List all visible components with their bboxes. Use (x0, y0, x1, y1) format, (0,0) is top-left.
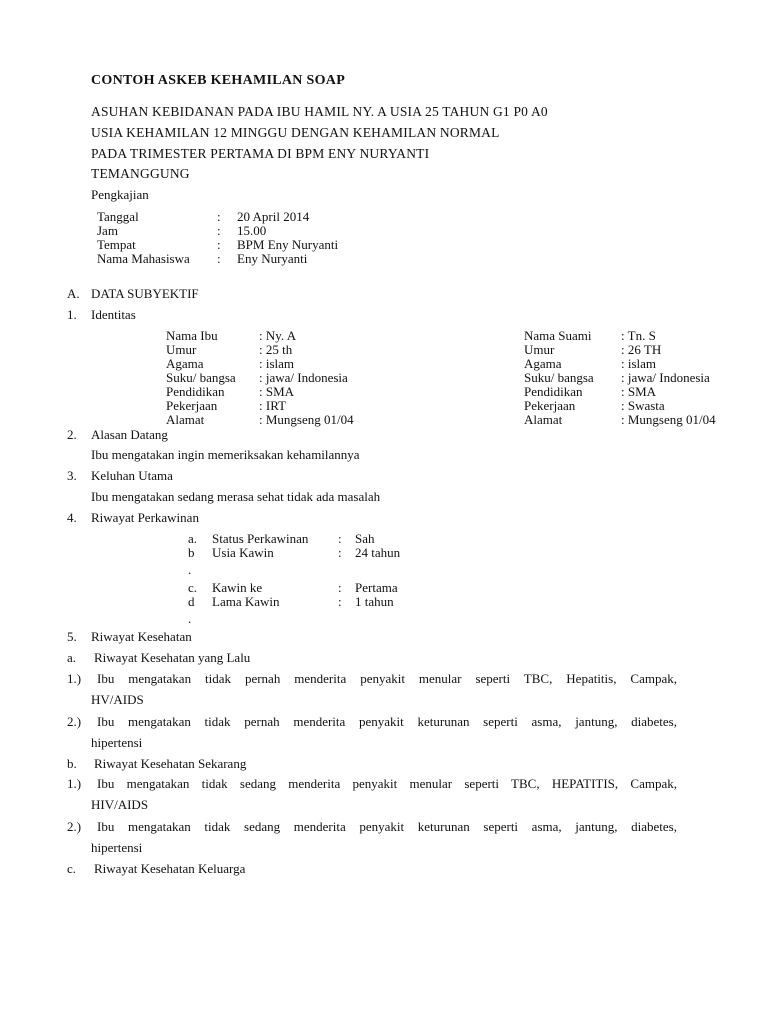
identitas-label: Identitas (91, 307, 136, 322)
item-line-continuation: HIV/AIDS (91, 797, 149, 812)
alasan-marker: 2. (67, 427, 77, 442)
suami-key: Pekerjaan (524, 398, 576, 413)
pengkajian-key: Jam (97, 223, 118, 238)
perkawinan-label: Riwayat Perkawinan (91, 510, 199, 525)
suami-key: Alamat (524, 412, 563, 427)
ibu-key: Alamat (166, 412, 205, 427)
pengkajian-value: 20 April 2014 (237, 209, 310, 224)
item-line: Ibu mengatakan tidak sedang menderita penyakit keturunan seperti asma, jantung, diabetes, (97, 819, 677, 834)
ibu-value: : islam (259, 356, 295, 371)
keluhan-marker: 3. (67, 468, 77, 483)
pengkajian-key: Tempat (97, 237, 136, 252)
ibu-value: : 25 th (259, 342, 293, 357)
colon: : (217, 209, 221, 224)
keluhan-label: Keluhan Utama (91, 468, 173, 483)
pengkajian-value: Eny Nuryanti (237, 251, 308, 266)
kesehatan-lalu-marker: a. (67, 650, 77, 665)
ibu-value: : IRT (259, 398, 287, 413)
heading-line-1: ASUHAN KEBIDANAN PADA IBU HAMIL NY. A USIA 25 TAHUN G1 P0 A0 (91, 104, 548, 119)
suami-key: Agama (524, 356, 562, 371)
perkawinan-value: 24 tahun (355, 545, 401, 560)
item-line: Ibu mengatakan tidak sedang menderita penyakit menular seperti TBC, HEPATITIS, Campak, (97, 776, 677, 791)
document-title: CONTOH ASKEB KEHAMILAN SOAP (91, 73, 346, 88)
ibu-key: Pekerjaan (166, 398, 218, 413)
suami-value: : Tn. S (621, 328, 656, 343)
pengkajian-value: 15.00 (237, 223, 267, 238)
item-line: Ibu mengatakan tidak pernah menderita penyakit menular seperti TBC, Hepatitis, Campak, (97, 671, 677, 686)
colon: : (217, 251, 221, 266)
heading-line-2: USIA KEHAMILAN 12 MINGGU DENGAN KEHAMILAN NORMAL (91, 125, 500, 140)
item-line-continuation: hipertensi (91, 840, 143, 855)
suami-value: : jawa/ Indonesia (621, 370, 710, 385)
alasan-label: Alasan Datang (91, 427, 168, 442)
perkawinan-row-marker: b (188, 545, 195, 560)
colon: : (338, 531, 342, 546)
section-a-label: DATA SUBYEKTIF (91, 286, 199, 301)
colon: : (338, 594, 342, 609)
suami-key: Umur (524, 342, 555, 357)
item-line: Ibu mengatakan tidak pernah menderita penyakit keturunan seperti asma, jantung, diabetes, (97, 714, 677, 729)
kesehatan-lalu-label: Riwayat Kesehatan yang Lalu (94, 650, 251, 665)
perkawinan-key: Kawin ke (212, 580, 263, 595)
kesehatan-marker: 5. (67, 629, 77, 644)
item-line-continuation: hipertensi (91, 735, 143, 750)
pengkajian-value: BPM Eny Nuryanti (237, 237, 339, 252)
ibu-key: Umur (166, 342, 197, 357)
suami-value: : 26 TH (621, 342, 662, 357)
section-a-marker: A. (67, 286, 80, 301)
keluhan-text: Ibu mengatakan sedang merasa sehat tidak ada masalah (91, 489, 381, 504)
ibu-key: Agama (166, 356, 204, 371)
ibu-value: : Mungseng 01/04 (259, 412, 354, 427)
item-marker: 1.) (67, 776, 82, 791)
suami-value: : Mungseng 01/04 (621, 412, 716, 427)
ibu-value: : jawa/ Indonesia (259, 370, 348, 385)
stray-period: . (188, 562, 192, 577)
ibu-key: Pendidikan (166, 384, 225, 399)
suami-value: : SMA (621, 384, 657, 399)
ibu-key: Nama Ibu (166, 328, 218, 343)
perkawinan-row-marker: d (188, 594, 195, 609)
perkawinan-row-marker: c. (188, 580, 198, 595)
colon: : (338, 545, 342, 560)
kesehatan-label: Riwayat Kesehatan (91, 629, 192, 644)
colon: : (338, 580, 342, 595)
perkawinan-key: Lama Kawin (212, 594, 280, 609)
suami-value: : Swasta (621, 398, 665, 413)
item-marker: 1.) (67, 671, 82, 686)
pengkajian-key: Nama Mahasiswa (97, 251, 190, 266)
perkawinan-row-marker: a. (188, 531, 198, 546)
ibu-value: : Ny. A (259, 328, 297, 343)
kesehatan-keluarga-marker: c. (67, 861, 77, 876)
alasan-text: Ibu mengatakan ingin memeriksakan kehamilannya (91, 447, 360, 462)
pengkajian-label: Pengkajian (91, 187, 149, 202)
suami-key: Suku/ bangsa (524, 370, 594, 385)
ibu-key: Suku/ bangsa (166, 370, 236, 385)
ibu-value: : SMA (259, 384, 295, 399)
perkawinan-value: Pertama (355, 580, 398, 595)
item-line-continuation: HV/AIDS (91, 692, 144, 707)
colon: : (217, 237, 221, 252)
suami-value: : islam (621, 356, 657, 371)
suami-key: Pendidikan (524, 384, 583, 399)
suami-key: Nama Suami (524, 328, 592, 343)
colon: : (217, 223, 221, 238)
perkawinan-value: Sah (355, 531, 375, 546)
pengkajian-key: Tanggal (97, 209, 139, 224)
item-marker: 2.) (67, 819, 82, 834)
kesehatan-keluarga-label: Riwayat Kesehatan Keluarga (94, 861, 246, 876)
identitas-marker: 1. (67, 307, 77, 322)
stray-period: . (188, 611, 192, 626)
perkawinan-key: Status Perkawinan (212, 531, 309, 546)
perkawinan-marker: 4. (67, 510, 77, 525)
heading-line-3: PADA TRIMESTER PERTAMA DI BPM ENY NURYANTI (91, 146, 430, 161)
perkawinan-key: Usia Kawin (212, 545, 274, 560)
kesehatan-sekarang-marker: b. (67, 756, 77, 771)
kesehatan-sekarang-label: Riwayat Kesehatan Sekarang (94, 756, 247, 771)
item-marker: 2.) (67, 714, 82, 729)
heading-line-4: TEMANGGUNG (91, 166, 190, 181)
perkawinan-value: 1 tahun (355, 594, 394, 609)
